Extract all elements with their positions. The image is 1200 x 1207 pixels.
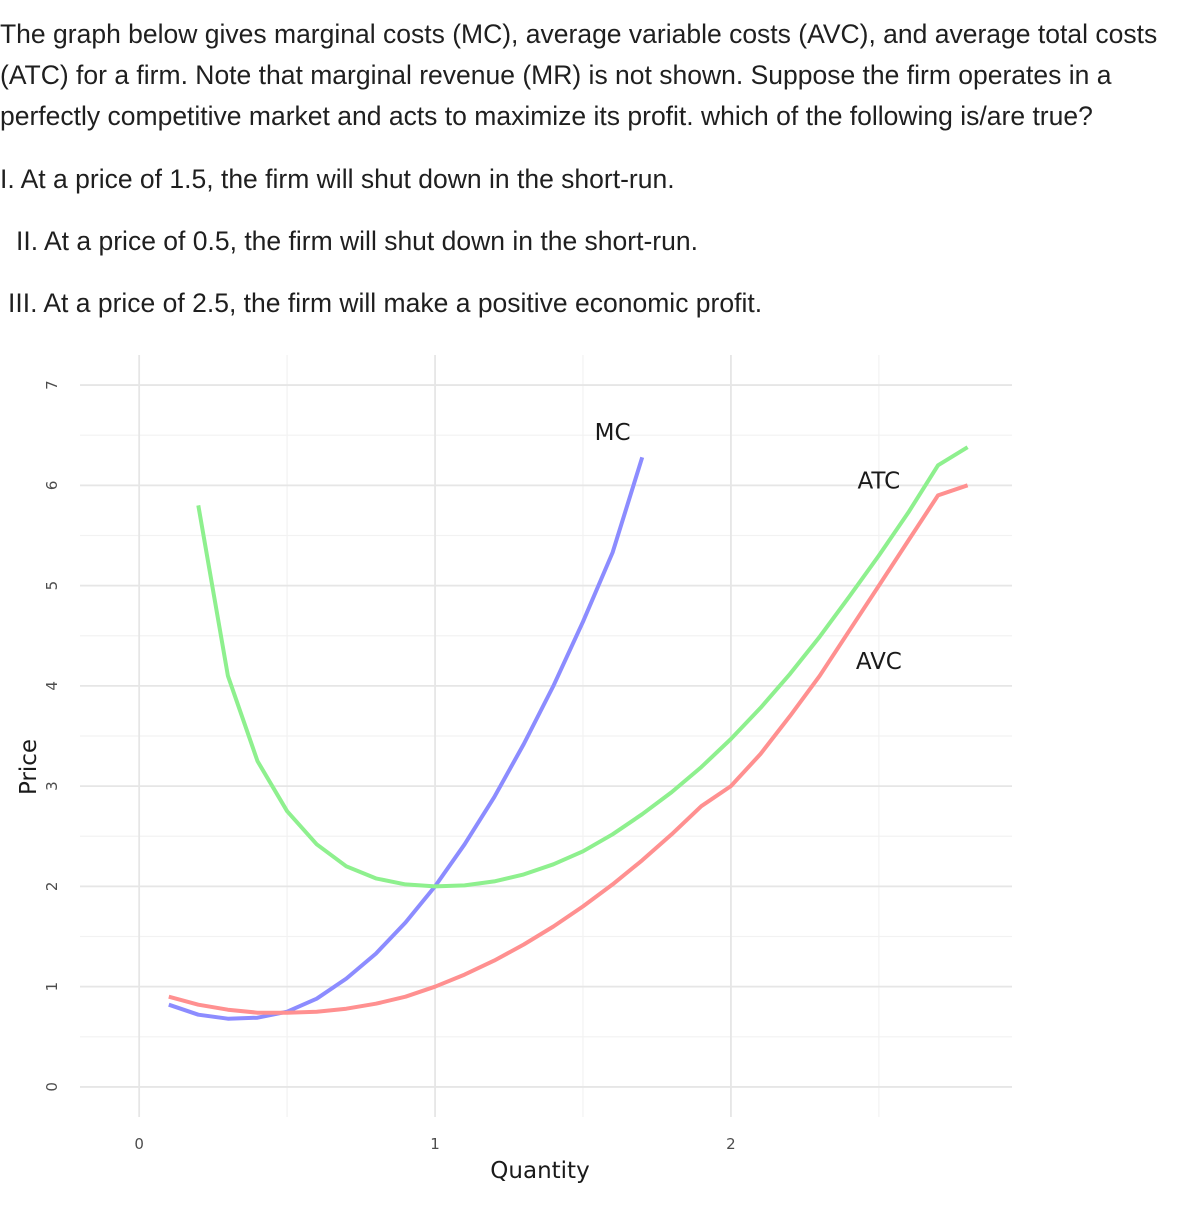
x-tick-label: 0 [134, 1135, 144, 1153]
mc-curve [169, 457, 642, 1018]
y-axis-title: Price [16, 738, 42, 796]
statement-2: II. At a price of 0.5, the firm will shut down in the short-run. [16, 226, 698, 256]
avc-label: AVC [855, 648, 902, 675]
cost-curves-chart [0, 340, 1200, 1200]
x-axis-title: Quantity [490, 1158, 590, 1184]
x-tick-label: 2 [726, 1135, 736, 1153]
y-tick-label: 2 [43, 881, 61, 892]
statement-1: I. At a price of 1.5, the firm will shut down in the short-run. [0, 164, 675, 194]
y-tick-label: 7 [43, 380, 61, 390]
y-tick-label: 6 [43, 480, 61, 491]
y-tick-label: 3 [43, 781, 61, 791]
atc-label: ATC [857, 468, 901, 495]
x-tick-label: 1 [430, 1135, 440, 1153]
y-tick-label: 5 [43, 580, 61, 591]
question-stem: The graph below gives marginal costs (MC), average variable costs (AVC), and average total costs (ATC) for a firm. Note that marginal revenue (MR) is not shown. Suppose the firm operates in a perfectly competitive market and acts to maximize its profit. which of the following is/are true? [0, 19, 1158, 131]
mc-label: MC [594, 420, 631, 447]
statement-3: III. At a price of 2.5, the firm will make a positive economic profit. [8, 288, 763, 318]
series-lines [169, 447, 968, 1019]
y-tick-label: 1 [43, 981, 61, 992]
y-tick-label: 0 [43, 1082, 61, 1092]
avc-curve [169, 485, 968, 1012]
y-tick-label: 4 [43, 681, 61, 691]
